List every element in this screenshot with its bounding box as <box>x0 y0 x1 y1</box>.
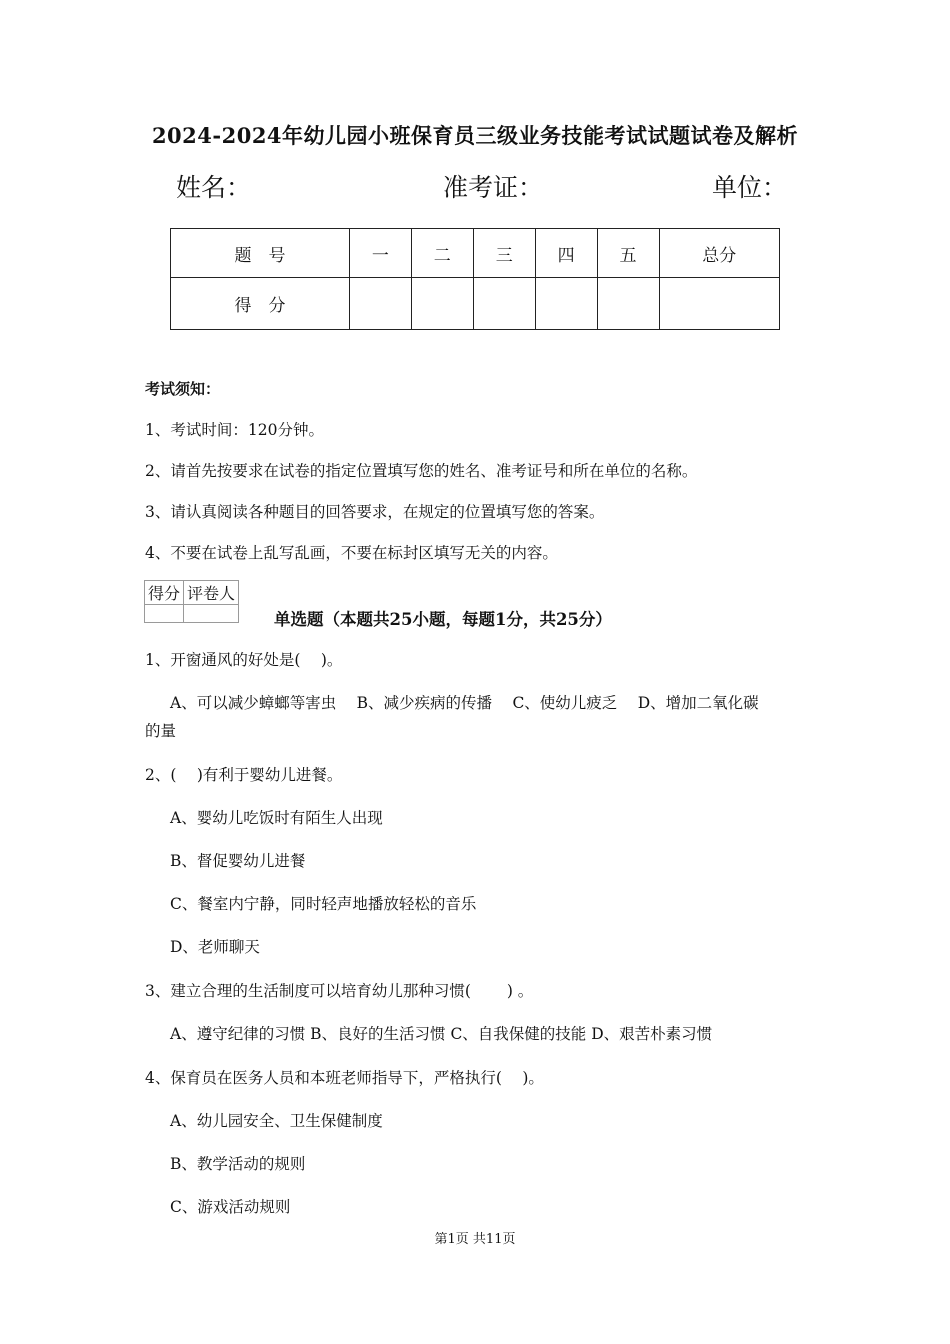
name-field-label: 姓名： <box>176 173 252 202</box>
grader-box-grader-label: 评卷人 <box>184 581 239 605</box>
score-cell <box>473 278 535 330</box>
question-2-option-b: B、督促婴幼儿进餐 <box>170 852 306 870</box>
question-4: 4、保育员在医务人员和本班老师指导下，严格执行( )。 <box>145 1069 544 1087</box>
question-4-option-b: B、教学活动的规则 <box>170 1155 306 1173</box>
question-2: 2、( )有利于婴幼儿进餐。 <box>145 766 343 784</box>
score-cell <box>535 278 597 330</box>
score-cell <box>349 278 411 330</box>
exam-id-field-label: 准考证： <box>443 173 544 202</box>
score-table-header-cell: 二 <box>411 229 473 278</box>
document-title: 2024-2024年幼儿园小班保育员三级业务技能考试试题试卷及解析 <box>151 123 799 148</box>
question-4-option-c: C、游戏活动规则 <box>170 1198 291 1216</box>
question-3-options: A、遵守纪律的习惯 B、良好的生活习惯 C、自我保健的技能 D、艰苦朴素习惯 <box>170 1025 713 1043</box>
score-table-header-cell: 五 <box>597 229 659 278</box>
notice-item: 2、请首先按要求在试卷的指定位置填写您的姓名、准考证号和所在单位的名称。 <box>145 462 698 480</box>
score-table-header-cell: 题 号 <box>171 229 350 278</box>
grader-box-cell <box>145 605 184 623</box>
notice-item: 4、不要在试卷上乱写乱画，不要在标封区填写无关的内容。 <box>145 544 558 562</box>
score-table-header-cell: 四 <box>535 229 597 278</box>
section-heading: 单选题（本题共25小题，每题1分，共25分） <box>274 610 612 629</box>
score-table-header-cell: 一 <box>349 229 411 278</box>
score-cell <box>411 278 473 330</box>
score-table-score-row <box>171 278 780 330</box>
notice-item: 3、请认真阅读各种题目的回答要求，在规定的位置填写您的答案。 <box>145 503 605 521</box>
grader-box-score-label: 得分 <box>145 581 184 605</box>
question-2-option-c: C、餐室内宁静，同时轻声地播放轻松的音乐 <box>170 895 477 913</box>
score-table-header-cell: 三 <box>473 229 535 278</box>
score-table-header-cell: 总分 <box>659 229 779 278</box>
notice-item: 1、考试时间：120分钟。 <box>145 421 324 439</box>
question-2-option-a: A、婴幼儿吃饭时有陌生人出现 <box>170 809 383 827</box>
score-table <box>170 228 780 330</box>
question-3: 3、建立合理的生活制度可以培育幼儿那种习惯( ) 。 <box>145 982 534 1000</box>
grader-box <box>144 580 239 623</box>
question-1: 1、开窗通风的好处是( )。 <box>145 651 343 669</box>
unit-field-label: 单位： <box>712 173 788 202</box>
question-2-option-d: D、老师聊天 <box>170 938 260 956</box>
page-footer: 第1页 共11页 <box>434 1232 516 1247</box>
notice-heading: 考试须知： <box>145 380 221 398</box>
score-table-header-row <box>171 229 780 278</box>
score-row-label: 得 分 <box>171 278 350 330</box>
question-1-options: A、可以减少蟑螂等害虫 B、减少疾病的传播 C、使幼儿疲乏 D、增加二氧化碳 <box>170 694 759 712</box>
score-cell <box>597 278 659 330</box>
score-cell <box>659 278 779 330</box>
question-1-options-cont: 的量 <box>145 722 177 740</box>
grader-box-cell <box>184 605 239 623</box>
question-4-option-a: A、幼儿园安全、卫生保健制度 <box>170 1112 383 1130</box>
